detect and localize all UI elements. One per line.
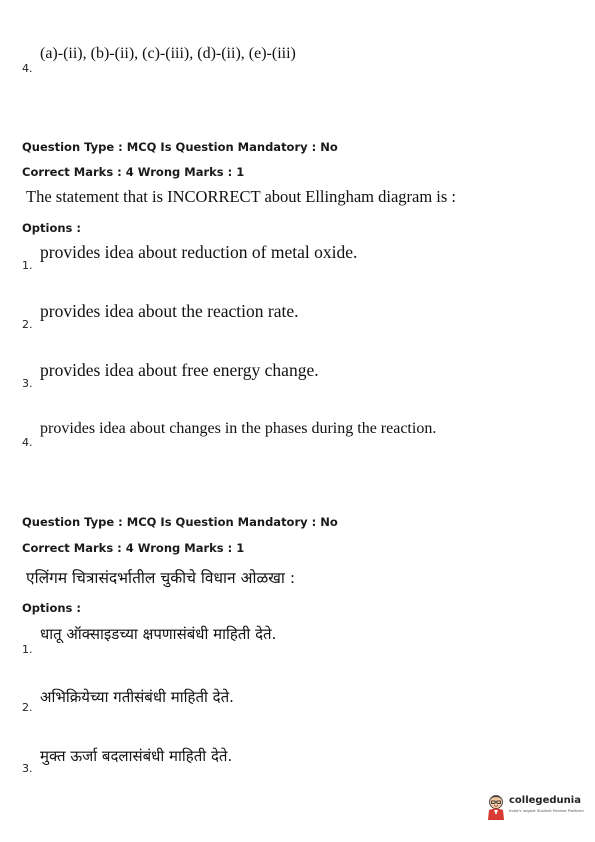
mascot-icon: [485, 793, 507, 821]
option-text: provides idea about reduction of metal oxide.: [40, 242, 358, 262]
option-number: 4.: [22, 436, 33, 449]
option-text: (a)-(ii), (b)-(ii), (c)-(iii), (d)-(ii), (e)-(iii): [40, 45, 296, 62]
logo-tagline: India's largest Student Review Platform: [509, 808, 584, 813]
options-label: Options :: [22, 601, 81, 615]
option-number: 3.: [22, 762, 33, 775]
option-text: provides idea about changes in the phases during the reaction.: [40, 420, 437, 437]
option-text: provides idea about the reaction rate.: [40, 301, 299, 321]
question-type-line: Question Type : MCQ Is Question Mandatory : No: [22, 140, 338, 154]
option-text: provides idea about free energy change.: [40, 360, 319, 380]
option-number: 2.: [22, 701, 33, 714]
marks-line: Correct Marks : 4 Wrong Marks : 1: [22, 541, 245, 555]
option-number: 1.: [22, 259, 33, 272]
option-number: 3.: [22, 377, 33, 390]
option-number: 2.: [22, 318, 33, 331]
question-type-line: Question Type : MCQ Is Question Mandatory : No: [22, 515, 338, 529]
question-text: एलिंगम चित्रासंदर्भातील चुकीचे विधान ओळखा :: [26, 569, 296, 587]
options-label: Options :: [22, 221, 81, 235]
option-text: मुक्त ऊर्जा बदलासंबंधी माहिती देते.: [40, 747, 233, 765]
question-text: The statement that is INCORRECT about Ellingham diagram is :: [26, 187, 457, 206]
logo-wordmark: collegedunia: [509, 795, 581, 806]
option-number: 4.: [22, 62, 33, 75]
option-number: 1.: [22, 643, 33, 656]
option-text: अभिक्रियेच्या गतीसंबंधी माहिती देते.: [40, 688, 234, 706]
option-text: धातू ऑक्साइडच्या क्षपणासंबंधी माहिती देते.: [40, 625, 277, 643]
collegedunia-logo: [485, 793, 585, 823]
marks-line: Correct Marks : 4 Wrong Marks : 1: [22, 165, 245, 179]
